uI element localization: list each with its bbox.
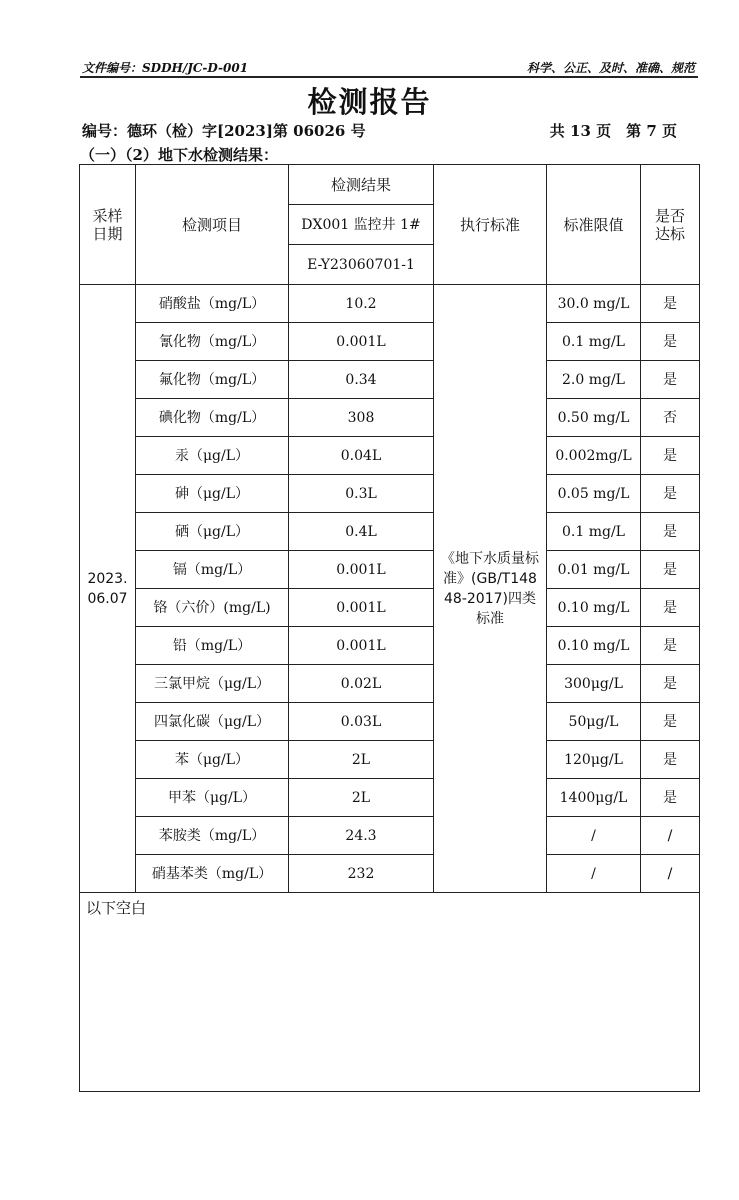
row-limit: 0.1 mg/L [547,513,641,551]
row-compliant: 是 [641,741,700,779]
report-number: 编号：德环（检）字[2023]第 06026 号 [82,122,366,140]
row-result: 24.3 [289,817,434,855]
header-sample-id: E-Y23060701-1 [289,245,434,285]
row-result: 308 [289,399,434,437]
remark-text: 以下空白 [80,893,700,1092]
row-item: 硒（μg/L） [136,513,289,551]
table-row [80,361,700,399]
row-result: 0.001L [289,323,434,361]
row-compliant: 是 [641,589,700,627]
row-compliant: / [641,817,700,855]
row-compliant: 是 [641,551,700,589]
table-row [80,551,700,589]
row-result: 0.34 [289,361,434,399]
row-result: 0.03L [289,703,434,741]
row-limit: 50μg/L [547,703,641,741]
row-compliant: 是 [641,627,700,665]
row-item: 碘化物（mg/L） [136,399,289,437]
row-limit: 120μg/L [547,741,641,779]
row-result: 2L [289,779,434,817]
row-item: 苯胺类（mg/L） [136,817,289,855]
header-result: 检测结果 [289,165,434,205]
sample-date: 2023.06.07 [80,285,136,893]
table-row [80,665,700,703]
row-limit: 1400μg/L [547,779,641,817]
table-row [80,855,700,893]
row-limit: 0.05 mg/L [547,475,641,513]
row-item: 硝基苯类（mg/L） [136,855,289,893]
table-row [80,703,700,741]
row-item: 铅（mg/L） [136,627,289,665]
row-limit: 0.1 mg/L [547,323,641,361]
table-row [80,741,700,779]
page-count: 共 13 页 第 7 页 [549,122,677,140]
file-number: 文件编号：SDDH/JC-D-001 [82,61,249,75]
standard-text: 《地下水质量标准》(GB/T14848-2017)四类标准 [434,285,547,893]
header-item: 检测项目 [136,165,289,285]
row-limit: 0.002mg/L [547,437,641,475]
header-row [80,165,700,205]
row-result: 0.3L [289,475,434,513]
page-title: 检测报告 [307,85,432,119]
row-limit: / [547,855,641,893]
motto: 科学、公正、及时、准确、规范 [526,61,695,75]
table-row [80,437,700,475]
row-item: 氟化物（mg/L） [136,361,289,399]
row-item: 苯（μg/L） [136,741,289,779]
row-result: 0.001L [289,627,434,665]
table-row [80,589,700,627]
row-result: 0.4L [289,513,434,551]
results-table [79,164,700,1092]
table-row [80,513,700,551]
row-result: 0.02L [289,665,434,703]
row-limit: 0.01 mg/L [547,551,641,589]
header-standard: 执行标准 [434,165,547,285]
header-date: 采样日期 [80,165,136,285]
table-row [80,323,700,361]
row-item: 汞（μg/L） [136,437,289,475]
row-limit: / [547,817,641,855]
row-result: 0.001L [289,551,434,589]
row-compliant: 是 [641,513,700,551]
row-limit: 30.0 mg/L [547,285,641,323]
remark-row [80,893,700,1092]
row-item: 甲苯（μg/L） [136,779,289,817]
header-compliant: 是否达标 [641,165,700,285]
row-item: 四氯化碳（μg/L） [136,703,289,741]
header-divider [80,76,698,78]
table-row [80,627,700,665]
row-compliant: 是 [641,323,700,361]
row-item: 铬（六价）(mg/L) [136,589,289,627]
row-item: 氰化物（mg/L） [136,323,289,361]
header-site: DX001 监控井 1# [289,205,434,245]
row-limit: 0.10 mg/L [547,589,641,627]
row-compliant: 是 [641,437,700,475]
row-compliant: 是 [641,665,700,703]
row-result: 232 [289,855,434,893]
row-limit: 0.10 mg/L [547,627,641,665]
row-compliant: 是 [641,475,700,513]
row-result: 10.2 [289,285,434,323]
table-row [80,399,700,437]
section-title: （一）（2）地下水检测结果： [80,146,278,164]
table-row [80,779,700,817]
row-result: 2L [289,741,434,779]
row-item: 硝酸盐（mg/L） [136,285,289,323]
row-item: 三氯甲烷（μg/L） [136,665,289,703]
row-compliant: 是 [641,285,700,323]
row-result: 0.001L [289,589,434,627]
page-header [80,57,697,77]
row-compliant: 是 [641,779,700,817]
row-result: 0.04L [289,437,434,475]
table-row [80,817,700,855]
row-compliant: 是 [641,361,700,399]
row-limit: 300μg/L [547,665,641,703]
table-row [80,285,700,323]
header-limit: 标准限值 [547,165,641,285]
row-item: 镉（mg/L） [136,551,289,589]
row-limit: 2.0 mg/L [547,361,641,399]
table-row [80,475,700,513]
row-compliant: 否 [641,399,700,437]
row-item: 砷（μg/L） [136,475,289,513]
row-limit: 0.50 mg/L [547,399,641,437]
row-compliant: / [641,855,700,893]
row-compliant: 是 [641,703,700,741]
